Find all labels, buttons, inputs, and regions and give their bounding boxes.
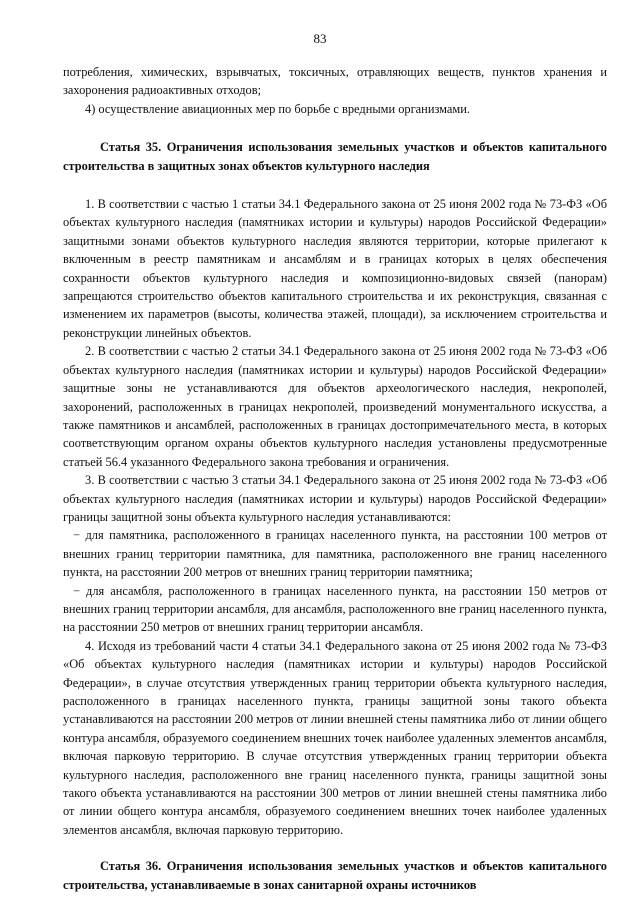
paragraph-item-4: 4) осуществление авиационных мер по борьбе с вредными организмами. <box>85 101 470 116</box>
document-body <box>63 63 607 894</box>
article-35-paragraph-2: 2. В соответствии с частью 2 статьи 34.1 Федерального закона от 25 июня 2002 года № 73-ФЗ «Об объектах культурного наследия (памятниках истории и культуры) народов Российской Федерации» защитные зоны не устанавливаются для объектов археологического наследия, некрополей, захоронений, расположенных в границах некрополей, произведений монументального искусства, а также памятников и ансамблей, расположенных в границах достопримечательного места, в которых соответствующим органом охраны объектов культурного наследия установлены предусмотренные статьей 56.4 указанного Федерального закона требования и ограничения. <box>63 344 607 469</box>
article-35-heading: Статья 35. Ограничения использования земельных участков и объектов капитального строительства в защитных зонах объектов культурного наследия <box>63 140 607 173</box>
article-35-paragraph-3: 3. В соответствии с частью 3 статьи 34.1 Федерального закона от 25 июня 2002 года № 73-ФЗ «Об объектах культурного наследия (памятниках истории и культуры) народов Российской Федерации» границы защитной зоны объекта культурного наследия устанавливаются: <box>63 473 607 524</box>
article-35-paragraph-4: 4. Исходя из требований части 4 статьи 34.1 Федерального закона от 25 июня 2002 года № 73-ФЗ «Об объектах культурного наследия (памятниках истории и культуры) народов Российской Федерации», в случае отсутствия утвержденных границ территории объекта культурного наследия, расположенного в границах населенного пункта, границы защитной зоны такого объекта устанавливаются на расстоянии 200 метров от линии внешней стены памятника либо от линии общего контура ансамбля, образуемого соединением внешних точек наиболее удаленных элементов ансамбля, включая парковую территорию. В случае отсутствия утвержденных границ территории объекта культурного наследия, расположенного вне границ населенного пункта, границы защитной зоны такого объекта устанавливаются на расстоянии 300 метров от линии внешней стены памятника либо от линии общего контура ансамбля, образуемого соединением внешних точек наиболее удаленных элементов ансамбля, включая парковую территорию. <box>63 638 607 837</box>
article-35-dash-item-2: − для ансамбля, расположенного в границах населенного пункта, на расстоянии 150 метров от внешних границ территории ансамбля, для ансамбля, расположенного вне границ населенного пункта, на расстоянии 250 метров от внешних границ территории ансамбля. <box>63 583 607 635</box>
article-35-dash-item-1: − для памятника, расположенного в границах населенного пункта, на расстоянии 100 метров от внешних границ территории памятника, для памятника, расположенного вне границ населенного пункта, на расстоянии 200 метров от внешних границ территории памятника; <box>63 528 607 580</box>
paragraph-continuation: потребления, химических, взрывчатых, токсичных, отравляющих веществ, пунктов хранения и захоронения радиоактивных отходов; <box>63 65 607 98</box>
article-35-paragraph-1: 1. В соответствии с частью 1 статьи 34.1 Федерального закона от 25 июня 2002 года № 73-ФЗ «Об объектах культурного наследия (памятниках истории и культуры) народов Российской Федерации» защитными зонами объектов культурного наследия являются территории, которые прилегают к включенным в реестр памятникам и ансамблям и в границах которых в целях обеспечения сохранности объектов культурного наследия и композиционно-видовых связей (панорам) запрещаются строительство объектов капитального строительства и их реконструкция, связанная с изменением их параметров (высоты, количества этажей, площади), за исключением строительства и реконструкции линейных объектов. <box>63 197 607 340</box>
article-36-heading: Статья 36. Ограничения использования земельных участков и объектов капитального строительства, устанавливаемые в зонах санитарной охраны источников <box>63 859 607 892</box>
page-number: 83 <box>313 31 327 46</box>
